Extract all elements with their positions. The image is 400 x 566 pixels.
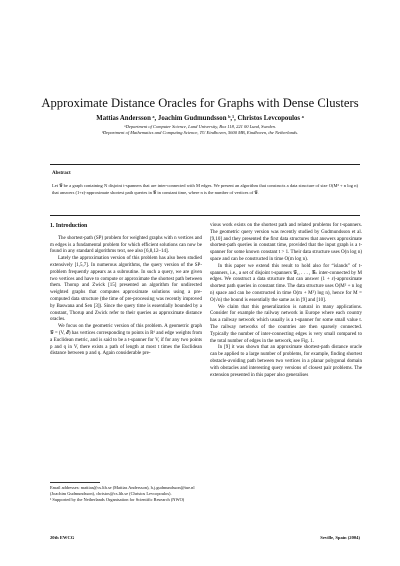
abstract-heading: Abstract [52, 171, 71, 176]
footnote-funding: ¹ Supported by the Netherlands Organisation for Scientific Research (NWO) [50, 496, 185, 502]
footnote-rule [50, 482, 100, 483]
paragraph: In this paper we extend this result to hold also for “islands” of t-spanners, i.e., a set of disjoint t-spanners 𝒢₁, . . . , 𝒢ₙ inter-connected by M edges. We construct a data structure that can answer (1 + ε)-approximate shortest path queries in constant time. The data structure uses O(M² + n log n) space and can be constructed in time O(m + M²) log n), hence for M = O(√n) the bound is essentially the same as in [9] and [10]. [210, 263, 362, 303]
footnotes [50, 482, 202, 502]
paragraph: We claim that this generalization is natural in many applications. Consider for example the railway network in Europe where each country has a railway network which usually is a t-spanner for some small value t. The railway networks of the countries are then sparsely connected. Typically the number of inter-connecting edges is very small compared to the total number of edges in the network, see Fig. 1. [210, 304, 362, 344]
footer-location: Seville, Spain (2004) [320, 535, 360, 540]
left-column [50, 223, 202, 358]
footnote-email: Email addresses: mattias@cs.lth.se (Mattias Andersson), h.j.gudmundsson@tue.nl (Joachim Gudmundsson), christos@cs.lth.se (Christos Levcopoulos). [50, 485, 195, 496]
paragraph: The shortest-path (SP) problem for weighted graphs with n vertices and m edges is a fundamental problem for which efficient solutions can now be found in any standard algorithms text, see also [6,8,12–14]. [50, 235, 202, 255]
paragraph: vious work exists on the shortest path and related problems for t-spanners. The geometric query version was recently studied by Gudmundsson et al. [9,10] and they presented the first data structures that answers approximate shortest-path queries in constant time, provided that the input graph is a t-spanner for some known constant t > 1. Their data structure uses O(n log n) space and can be constructed in time O(m log n). [210, 223, 362, 262]
abstract-block [50, 164, 360, 216]
affiliation-b: ᵇDepartment of Mathematics and Computing Science, TU Eindhoven, 5600 MB, Eindhoven, the Netherlands. [101, 130, 299, 135]
paragraph: Lately the approximation version of this problem has also been studied extensively [1,5,7]. In numerous algorithms, the query version of the SP-problem frequently appears as a subroutine. In such a query, we are given two vertices and have to compute or approximate the shortest path between them. Thorup and Zwick [15] presented an algorithm for undirected weighted graphs that computes approximate solutions using a pre-computed data structure (the time of pre-processing was recently improved by Baswana and Sen [3]). Since the query time is essentially bounded by a constant, Thorup and Zwick refer to their queries as approximate distance oracles. [50, 256, 202, 323]
paragraph: In [9] it was shown that an approximate shortest-path distance oracle can be applied to a large number of problems, for example, finding shortest obstacle-avoiding path between two vertices in a planar polygonal domain with obstacles and interesting query versions of closest pair problems. The extension presented in this paper also generalises [210, 345, 362, 378]
paragraph: We focus on the geometric version of this problem. A geometric graph 𝒢 = (V, ℰ) has vertices corresponding to points in Rᵈ and edge weights from a Euclidean metric, and is said to be a t-spanner for V, if for any two points p and q in V, there exists a path of length at most t times the Euclidean distance between p and q. Again considerable pre- [50, 324, 202, 357]
footer-conference: 20th EWCG [50, 535, 75, 540]
affiliation-a: ᵃDepartment of Computer Science, Lund University, Box 118, 221 00 Lund, Sweden. [124, 124, 276, 129]
right-column [210, 223, 362, 379]
paper-title: Approximate Distance Oracles for Graphs with Dense Clusters [41, 96, 359, 110]
abstract-text: Let 𝒢 be a graph containing N disjoint t-spanners that are inter-connected with M edges. We present an algorithm that constructs a data structure of size O(M² + n log n) that answers (1+ε)-approximate shortest path queries in 𝒢 in constant time, where n is the number of vertices of 𝒢. [52, 183, 358, 195]
section-heading: 1. Introduction [50, 223, 88, 229]
author-list: Mattias Andersson ᵃ, Joachim Gudmundsson ᵇ,¹, Christos Levcopoulos ᵃ [96, 115, 304, 122]
